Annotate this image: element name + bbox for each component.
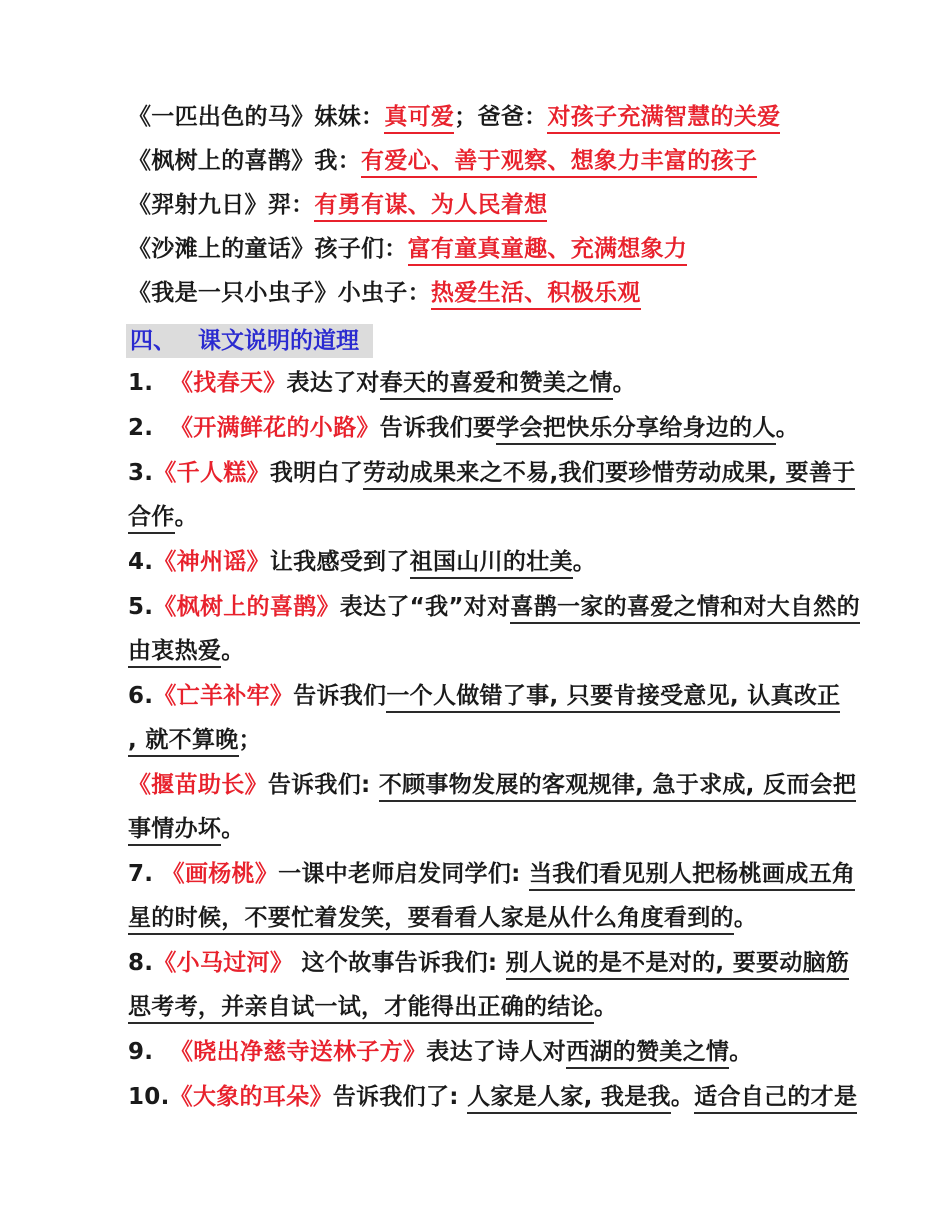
lesson-item-7-cont xyxy=(128,903,757,933)
section-title: 课文说明的道理 xyxy=(198,328,359,354)
character-line xyxy=(128,234,687,264)
item-number: 1. xyxy=(128,370,154,396)
punctuation: 。 xyxy=(174,504,198,530)
lesson-item-3 xyxy=(128,458,855,488)
lesson-title: 《我是一只小虫子》 xyxy=(128,280,338,306)
lesson-key-point: 春天的喜爱和赞美之情 xyxy=(380,370,613,400)
lesson-key-point: 事情办坏 xyxy=(128,816,221,846)
lesson-title: 《画杨桃》 xyxy=(161,861,279,887)
character-line xyxy=(128,278,641,308)
item-number: 4. xyxy=(128,549,154,575)
lesson-text: 一课中老师启发同学们: xyxy=(278,861,529,887)
lesson-text: 我明白了 xyxy=(269,460,364,486)
lesson-key-point: 喜鹊一家的喜爱之情和对大自然的 xyxy=(510,594,860,624)
punctuation: 。 xyxy=(670,1084,695,1110)
lesson-title: 《小马过河》 xyxy=(153,950,294,976)
lesson-title: 《沙滩上的童话》 xyxy=(128,236,315,262)
lesson-key-point: 不顾事物发展的客观规律, 急于求成, 反而会把 xyxy=(379,772,856,802)
lesson-item-4 xyxy=(128,547,596,577)
lesson-item-8 xyxy=(128,948,849,978)
lesson-text: 告诉我们要 xyxy=(379,415,497,441)
item-number: 5. xyxy=(128,594,154,620)
lesson-title: 《神州谣》 xyxy=(153,549,270,575)
character-name: 羿： xyxy=(267,192,315,218)
lesson-key-point: 别人说的是不是对的, 要要动脑筋 xyxy=(506,950,850,980)
lesson-title: 《枫树上的喜鹊》 xyxy=(153,594,340,620)
item-number: 9. xyxy=(128,1039,154,1065)
lesson-item-6-cont xyxy=(128,725,262,755)
lesson-title: 《枫树上的喜鹊》 xyxy=(128,148,315,174)
lesson-item-8-cont xyxy=(128,992,617,1022)
lesson-title: 《大象的耳朵》 xyxy=(169,1084,333,1110)
lesson-key-point: 当我们看见别人把杨桃画成五角 xyxy=(529,861,855,891)
lesson-text: 告诉我们了: xyxy=(332,1084,468,1110)
character-line xyxy=(128,146,757,176)
lesson-text: 表达了诗人对 xyxy=(426,1039,567,1065)
lesson-item-5-cont xyxy=(128,636,245,666)
character-name: 妹妹： xyxy=(314,104,385,130)
lesson-item-3-cont xyxy=(128,502,198,532)
lesson-key-point: 一个人做错了事, 只要肯接受意见, 认真改正 xyxy=(386,683,840,713)
lesson-key-point: 星的时候，不要忙着发笑，要看看人家是从什么角度看到的 xyxy=(128,905,734,935)
punctuation: 。 xyxy=(572,549,597,575)
lesson-text: 告诉我们: xyxy=(267,772,379,798)
punctuation: ； xyxy=(238,727,262,753)
item-number: 7. xyxy=(128,861,154,887)
lesson-text: 表达了对 xyxy=(286,370,380,396)
lesson-key-point: 适合自己的才是 xyxy=(694,1084,857,1114)
lesson-title: 《千人糕》 xyxy=(153,460,270,486)
punctuation: 。 xyxy=(594,994,618,1020)
character-trait: 真可爱 xyxy=(384,104,454,134)
lesson-item-6 xyxy=(128,681,840,711)
item-number: 8. xyxy=(128,950,154,976)
punctuation: 。 xyxy=(221,816,245,842)
lesson-item-10 xyxy=(128,1082,857,1112)
punctuation: 。 xyxy=(775,415,800,441)
lesson-text: 这个故事告诉我们: xyxy=(293,950,506,976)
lesson-title: 《一匹出色的马》 xyxy=(128,104,315,130)
item-number: 3. xyxy=(128,460,154,486)
lesson-text: 让我感受到了 xyxy=(269,549,410,575)
lesson-text: 表达了“我”对对 xyxy=(339,594,511,620)
lesson-item-5 xyxy=(128,592,860,622)
punctuation: 。 xyxy=(729,1039,753,1065)
character-name: 爸爸： xyxy=(477,104,548,130)
item-number: 10. xyxy=(128,1084,170,1110)
punctuation: 。 xyxy=(612,370,636,396)
lesson-item-7 xyxy=(128,859,855,889)
lesson-key-point: 学会把快乐分享给身边的人 xyxy=(496,415,776,445)
lesson-key-point: 祖国山川的壮美 xyxy=(410,549,573,579)
character-line xyxy=(128,102,780,132)
character-name: 小虫子： xyxy=(337,280,431,306)
lesson-key-point: 思考考，并亲自试一试，才能得出正确的结论 xyxy=(128,994,594,1024)
lesson-key-point: 由衷热爱 xyxy=(128,638,221,668)
lesson-title: 《开满鲜花的小路》 xyxy=(169,415,380,441)
item-number: 2. xyxy=(128,415,154,441)
lesson-key-point: 人家是人家, 我是我 xyxy=(467,1084,671,1114)
lesson-key-point: , 就不算晚 xyxy=(128,727,239,757)
punctuation: 。 xyxy=(733,905,758,931)
character-line xyxy=(128,190,547,220)
lesson-item-9 xyxy=(128,1037,753,1067)
character-name: 孩子们： xyxy=(314,236,408,262)
section-number: 四、 xyxy=(130,328,176,354)
lesson-key-point: 劳动成果来之不易,我们要珍惜劳动成果, 要善于 xyxy=(363,460,855,490)
lesson-key-point: 合作 xyxy=(128,504,175,534)
character-trait: 富有童真童趣、充满想象力 xyxy=(408,236,688,266)
character-trait: 热爱生活、积极乐观 xyxy=(431,280,641,310)
character-trait: 对孩子充满智慧的关爱 xyxy=(547,104,780,134)
lesson-title: 《找春天》 xyxy=(169,370,287,396)
lesson-title: 《晓出净慈寺送林子方》 xyxy=(169,1039,427,1065)
lesson-title: 《羿射九日》 xyxy=(128,192,268,218)
lesson-text: 告诉我们 xyxy=(293,683,387,709)
character-trait: 有爱心、善于观察、想象力丰富的孩子 xyxy=(361,148,757,178)
item-number: 6. xyxy=(128,683,154,709)
separator: ； xyxy=(454,104,478,130)
lesson-title: 《揠苗助长》 xyxy=(128,772,268,798)
lesson-item-1 xyxy=(128,368,636,398)
punctuation: 。 xyxy=(221,638,245,664)
lesson-key-point: 西湖的赞美之情 xyxy=(566,1039,729,1069)
character-name: 我： xyxy=(314,148,362,174)
lesson-item-6b-cont xyxy=(128,814,245,844)
lesson-item-2 xyxy=(128,413,799,443)
section-heading xyxy=(126,324,373,358)
lesson-item-6b xyxy=(128,770,856,800)
character-trait: 有勇有谋、为人民着想 xyxy=(314,192,547,222)
lesson-title: 《亡羊补牢》 xyxy=(153,683,294,709)
